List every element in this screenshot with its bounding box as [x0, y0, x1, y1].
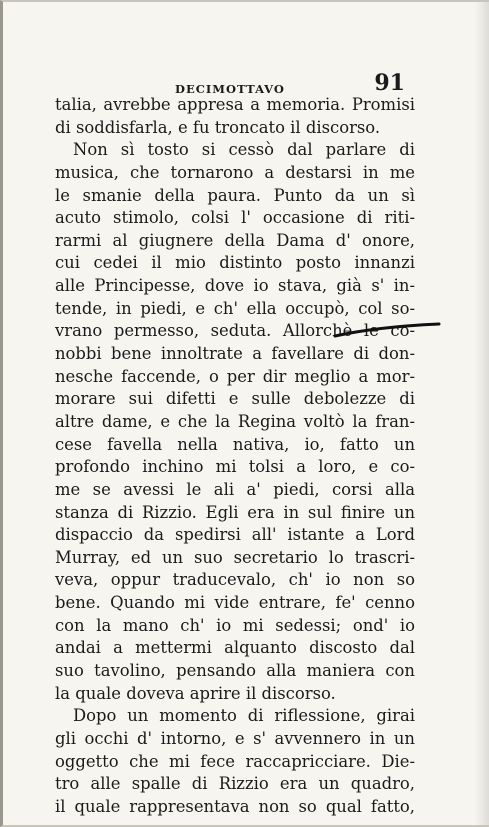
text-line: acuto stimolo, colsi l' occasione di riti- [55, 208, 415, 228]
running-head: DECIMOTTAVO [175, 82, 285, 96]
page-number: 91 [374, 70, 405, 96]
text-line: oggetto che mi fece raccapricciare. Die- [55, 751, 415, 771]
text-line: Non sì tosto si cessò dal parlare di [73, 140, 415, 160]
text-line: talia, avrebbe appresa a memoria. Promisi [55, 95, 415, 114]
text-line: veva, oppur traducevalo, ch' io non so [55, 570, 415, 590]
text-line: tende, in piedi, e ch' ella occupò, col so- [55, 298, 415, 318]
text-line: suo tavolino, pensando alla maniera con [55, 661, 415, 681]
text-line: vrano permesso, seduta. Allorchè le co- [55, 321, 415, 341]
text-line: stanza di Rizzio. Egli era in sul finire un [55, 502, 415, 522]
text-line: cese favella nella nativa, io, fatto un [55, 434, 415, 454]
text-line: andai a mettermi alquanto discosto dal [55, 638, 415, 658]
text-line: musica, che tornarono a destarsi in me [55, 162, 415, 182]
text-line: Murray, ed un suo secretario lo trascri- [55, 547, 415, 567]
text-line: la quale doveva aprire il discorso. [55, 683, 336, 703]
text-line: Dopo un momento di riflessione, girai [73, 706, 415, 726]
text-line: nobbi bene innoltrate a favellare di don- [55, 344, 415, 364]
text-line: morare sui difetti e sulle debolezze di [55, 389, 415, 409]
text-line: le smanie della paura. Punto da un sì [55, 185, 415, 205]
text-line: profondo inchino mi tolsi a loro, e co- [55, 457, 415, 477]
text-line: dispaccio da spedirsi all' istante a Lord [55, 525, 415, 545]
text-line: me se avessi le ali a' piedi, corsi alla [55, 479, 415, 499]
text-line: di soddisfarla, e fu troncato il discorso. [55, 117, 381, 137]
text-line: il quale rappresentava non so qual fatto, [55, 796, 415, 816]
text-line: gli occhi d' intorno, e s' avvennero in un [55, 728, 415, 748]
text-line: alle Principesse, dove io stava, già s' in- [55, 276, 415, 296]
text-line: con la mano ch' io mi sedessi; ond' io [55, 615, 415, 635]
text-line: nesche faccende, o per dir meglio a mor- [55, 366, 415, 386]
text-line: altre dame, e che la Regina voltò la fran- [55, 411, 415, 431]
ink-mark [333, 320, 443, 342]
text-line: cui cedei il mio distinto posto innanzi [55, 253, 415, 273]
text-line: bene. Quando mi vide entrare, fe' cenno [55, 593, 415, 613]
text-line: tro alle spalle di Rizzio era un quadro, [55, 774, 415, 794]
body-text [55, 94, 415, 819]
text-line: rarmi al giugnere della Dama d' onore, [55, 230, 415, 250]
